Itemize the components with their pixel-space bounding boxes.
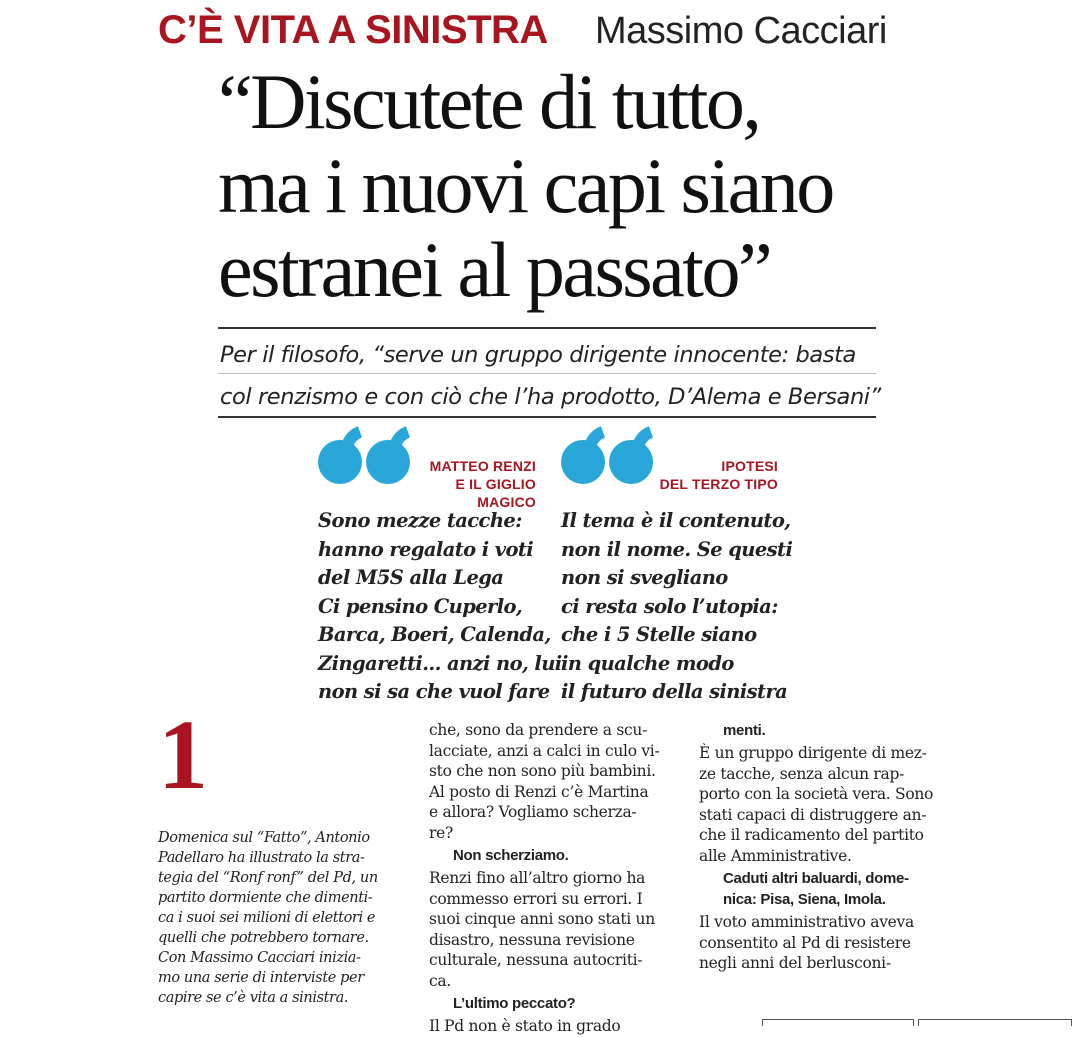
headline-line: ma i nuovi capi siano [218, 142, 833, 229]
interviewee-name: Massimo Cacciari [595, 10, 887, 52]
bottom-box [762, 1019, 914, 1026]
quote-label: MATTEO RENZI E IL GIGLIO MAGICO [429, 458, 536, 510]
intro-text: Domenica sul “Fatto”, Antonio Padellaro ha illustrato la stra- tegia del “Ronf ronf” del Pd, un partito dormiente che dimenti- ca i suoi sei milioni di elettori e quelli che potrebbero tornare. Con Massimo Cacciari inizia- mo una serie di interviste per capire se c’è vita a sinistra. [158, 830, 378, 1006]
body-column-middle: che, sono da prendere a scu- lacciate, anzi a calci in culo vi- sto che non sono più bambini. Al posto di Renzi c’è Martina e allora? Vogliamo scherza- re? Non scherziamo. Renzi fino all’altro giorno ha commesso errori su errori. I suoi cinque anni sono stati un disastro, nessuna revisione culturale, nessuna autocriti- ca. L’ultimo peccato? Il Pd non è stato in grado [429, 720, 674, 1037]
bottom-box [918, 1019, 1072, 1026]
headline-line: “Discutete di tutto, [218, 58, 760, 145]
interview-question: L’ultimo peccato? [453, 995, 576, 1012]
rule-middle [218, 373, 876, 374]
interview-question: menti. [723, 722, 766, 739]
rule-top [218, 327, 876, 329]
series-number: 1 [158, 699, 208, 810]
quote-marks-icon [318, 440, 410, 484]
subheadline [220, 334, 880, 418]
headline [218, 60, 978, 312]
headline-line: estranei al passato” [218, 226, 771, 313]
body-column-right: menti. È un gruppo dirigente di mez- ze tacche, senza alcun rap- porto con la società vera. Sono stati capaci di distruggere an- che il radicamento del partito alle Amministrative. Caduti altri baluardi, dome- nica: Pisa, Siena, Imola. Il voto amministrativo aveva consentito al Pd di resistere negli anni del berlusconi- [699, 720, 944, 974]
subhead-line: Per il filosofo, “serve un gruppo dirigente innocente: basta [220, 342, 856, 368]
pull-quote: Il tema è il contenuto, non il nome. Se questi non si svegliano ci resta solo l’utopia: che i 5 Stelle siano in qualche modo il futuro della sinistra [561, 509, 793, 703]
pull-quote: Sono mezze tacche: hanno regalato i voti del M5S alla Lega Ci pensino Cuperlo, Barca, Boeri, Calenda, Zingaretti... anzi no, lui non si sa che vuol fare [318, 509, 562, 703]
quote-label: IPOTESI DEL TERZO TIPO [659, 458, 778, 492]
interview-question: Non scherziamo. [453, 847, 569, 864]
subhead-line: col renzismo e con ciò che l’ha prodotto, D’Alema e Bersani” [220, 384, 881, 410]
rule-bottom [218, 416, 876, 418]
section-kicker: C’È VITA A SINISTRA [158, 8, 548, 52]
interview-question: Caduti altri baluardi, dome- [723, 870, 909, 887]
interview-question: nica: Pisa, Siena, Imola. [723, 891, 886, 908]
